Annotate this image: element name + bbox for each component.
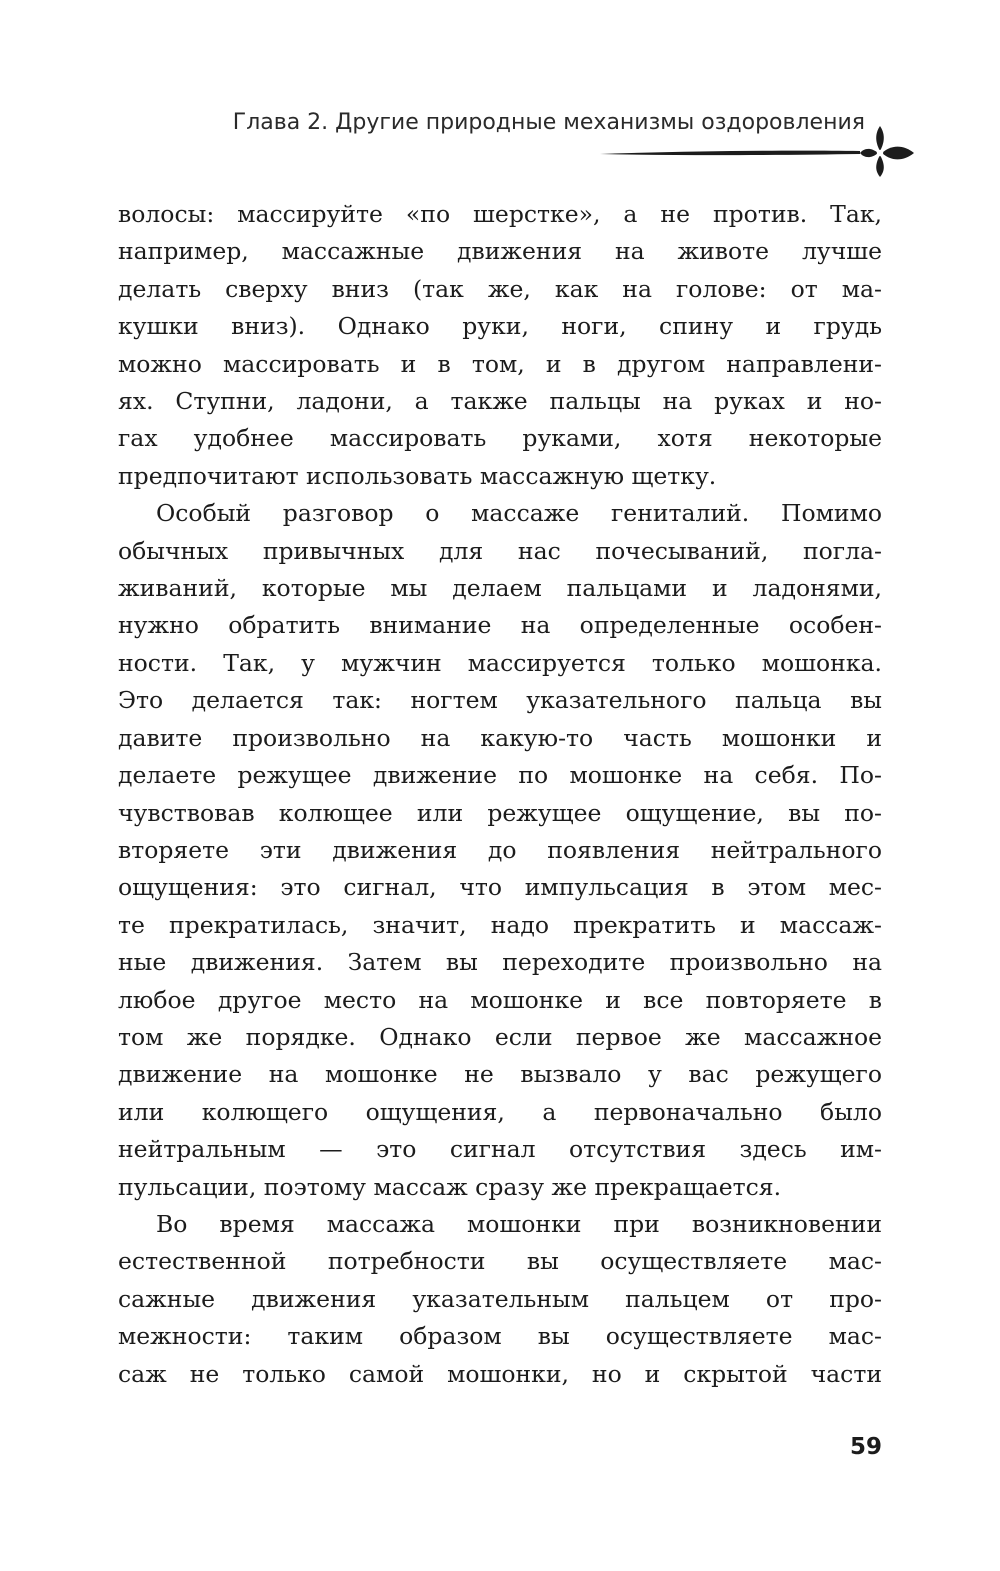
text-line: можно массировать и в том, и в другом направлени- [118,349,882,378]
text-line: пульсации, поэтому массаж сразу же прекращается. [118,1172,782,1201]
text-line: чувствовав колющее или режущее ощущение, вы по- [118,798,882,827]
text-line: кушки вниз). Однако руки, ноги, спину и грудь [118,312,882,341]
text-line: ях. Ступни, ладони, а также пальцы на руках и но- [118,387,882,416]
text-line: любое другое место на мошонке и все повторяете в [118,985,882,1014]
text-line: ощущения: это сигнал, что импульсация в этом мес- [118,873,882,902]
text-line: давите произвольно на какую-то часть мошонки и [118,723,882,752]
text-line: саж не только самой мошонки, но и скрытой части [118,1359,882,1388]
text-line: например, массажные движения на животе лучше [118,237,882,266]
fleuron-ornament-icon [598,124,918,178]
text-line: волосы: массируйте «по шерстке», а не против. Так, [118,200,882,228]
text-line: делать сверху вниз (так же, как на голове: от ма- [118,274,882,303]
text-line: делаете режущее движение по мошонке на себя. По- [118,761,882,790]
text-line: Во время массажа мошонки при возникновении [156,1209,882,1238]
text-line: Особый разговор о массаже гениталий. Помимо [156,499,882,528]
text-line: те прекратилась, значит, надо прекратить и массаж- [118,910,882,939]
text-line: естественной потребности вы осуществляете мас- [118,1247,882,1276]
text-line: движение на мошонке не вызвало у вас режущего [118,1060,882,1089]
text-line: предпочитают использовать массажную щетку. [118,461,717,490]
text-line: гах удобнее массировать руками, хотя некоторые [118,424,882,453]
text-line: вторяете эти движения до появления нейтрального [118,835,882,864]
text-line: том же порядке. Однако если первое же массажное [118,1022,882,1051]
text-line: ные движения. Затем вы переходите произвольно на [118,948,882,977]
text-line: обычных привычных для нас почесываний, погла- [118,536,882,565]
text-line: нужно обратить внимание на определенные особен- [118,611,882,640]
text-line: Это делается так: ногтем указательного пальца вы [118,686,882,715]
text-line: сажные движения указательным пальцем от про- [118,1284,882,1313]
text-line: нейтральным — это сигнал отсутствия здесь им- [118,1135,882,1164]
text-line: ности. Так, у мужчин массируется только мошонка. [118,648,882,677]
running-head-title: Глава 2. Другие природные механизмы оздоровления [232,110,865,135]
text-line: или колющего ощущения, а первоначально было [118,1097,882,1126]
page-number: 59 [849,1434,882,1460]
text-line: живаний, которые мы делаем пальцами и ладонями, [118,574,882,603]
text-line: межности: таким образом вы осуществляете мас- [118,1322,882,1351]
body-text [118,196,882,1393]
